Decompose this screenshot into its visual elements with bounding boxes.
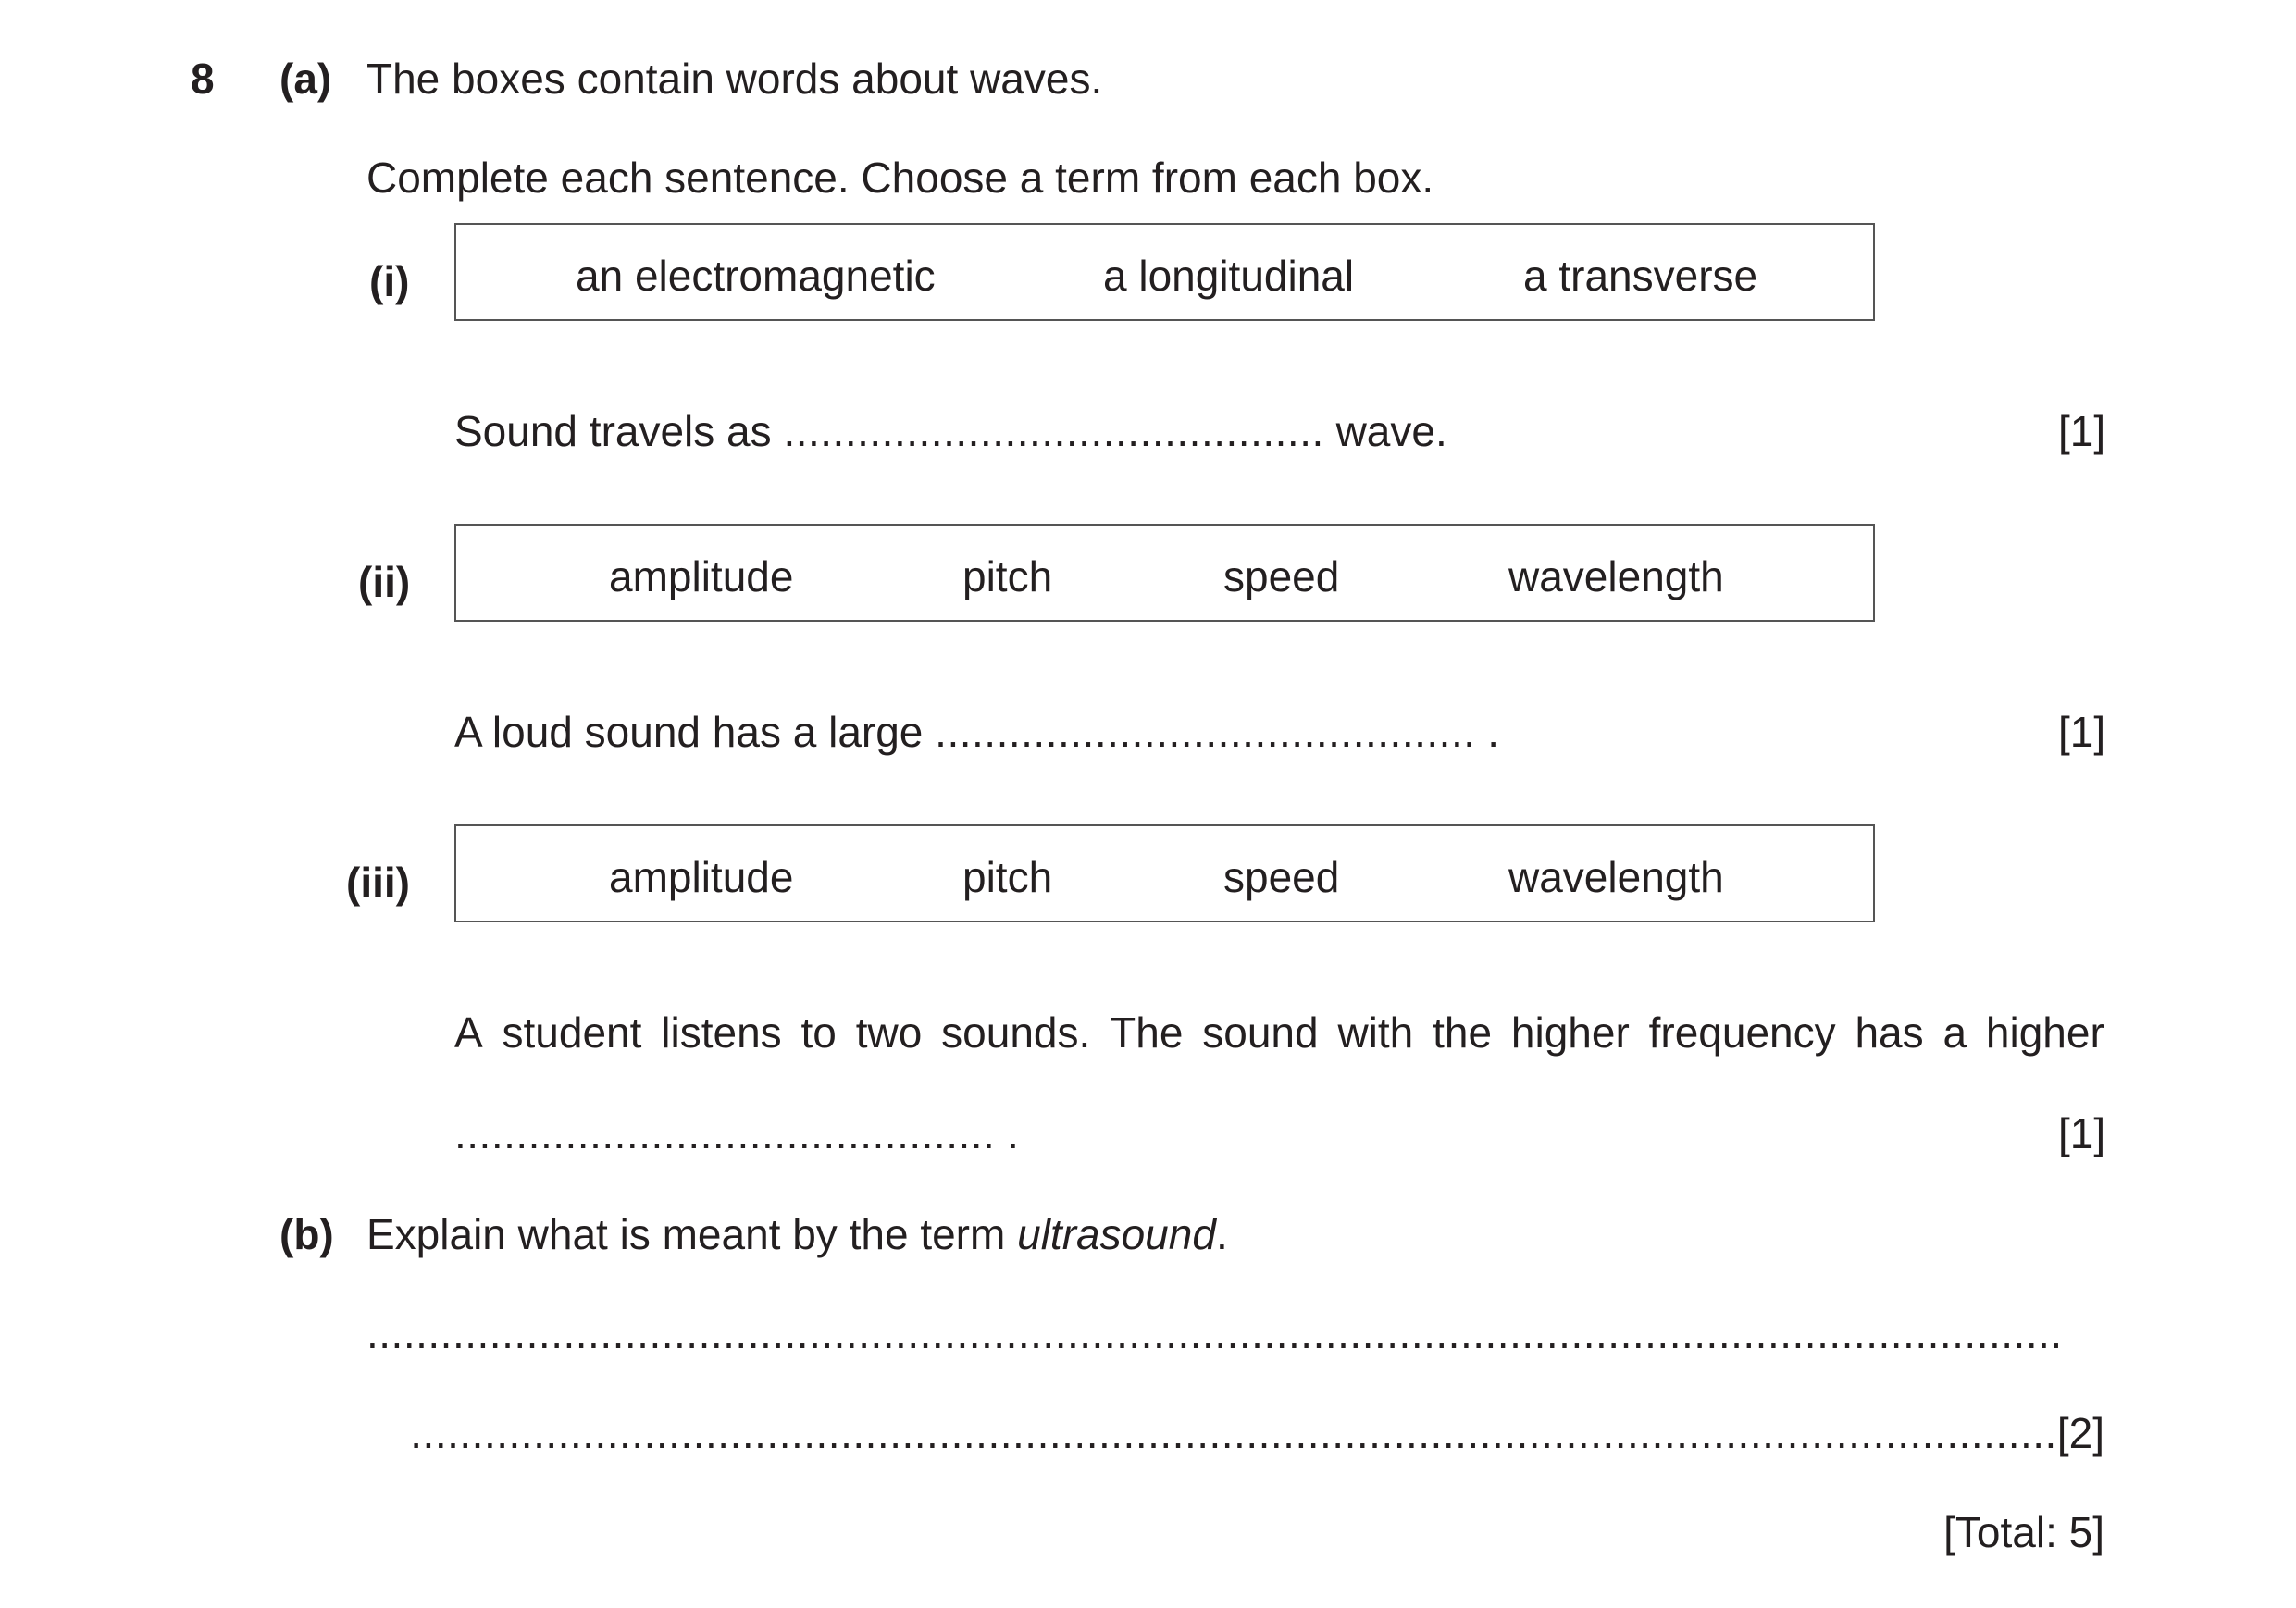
answer-blank-i[interactable]: ............................................: [783, 407, 1324, 455]
term-option: an electromagnetic: [576, 252, 936, 300]
sentence-ii: [454, 708, 1500, 756]
term-option: amplitude: [609, 853, 794, 901]
sentence-iii: [454, 1008, 2104, 1057]
marks-iii: [1]: [2058, 1109, 2106, 1157]
part-b-prompt-end: .: [1215, 1210, 1228, 1258]
part-b-label: (b): [279, 1210, 334, 1258]
answer-line-2-row: [366, 1409, 2104, 1457]
sentence-word: sounds.: [941, 1008, 1091, 1057]
sentence-word: listens: [661, 1008, 782, 1057]
answer-line-2[interactable]: ......................................................................................................................................: [410, 1412, 2057, 1454]
sentence-ii-end: .: [1487, 708, 1500, 756]
part-b-term: ultrasound: [1017, 1210, 1216, 1258]
item-iii-label: (iii): [346, 859, 410, 907]
sentence-word: student: [502, 1008, 642, 1057]
answer-line-1[interactable]: ..........................................................................................................................................: [366, 1312, 2063, 1354]
sentence-word: with: [1337, 1008, 1414, 1057]
term-box-ii: [454, 524, 1875, 622]
part-a-instruction: Complete each sentence. Choose a term from each box.: [366, 154, 1434, 202]
marks-ii: [1]: [2058, 708, 2106, 756]
item-ii-label: (ii): [358, 558, 411, 606]
sentence-word: has: [1855, 1008, 1924, 1057]
term-option: speed: [1223, 853, 1340, 901]
term-option: wavelength: [1508, 552, 1724, 600]
sentence-word: higher: [1510, 1008, 1630, 1057]
sentence-i: [454, 407, 1447, 455]
part-a-intro: The boxes contain words about waves.: [366, 55, 1103, 103]
sentence-word: sound: [1202, 1008, 1319, 1057]
sentence-iii-continuation: [454, 1109, 1019, 1157]
question-number: 8: [191, 55, 215, 103]
marks-i: [1]: [2058, 407, 2106, 455]
part-b-prompt-start: Explain what is meant by the term: [366, 1210, 1006, 1258]
term-option: amplitude: [609, 552, 794, 600]
sentence-word: higher: [1985, 1008, 2104, 1057]
sentence-i-start: Sound travels as: [454, 407, 772, 455]
answer-blank-ii[interactable]: ............................................: [935, 708, 1476, 756]
sentence-word: The: [1110, 1008, 1184, 1057]
term-box-iii: [454, 824, 1875, 922]
sentence-word: A: [454, 1008, 483, 1057]
item-i-label: (i): [369, 257, 410, 305]
sentence-word: frequency: [1648, 1008, 1836, 1057]
total-marks: [Total: 5]: [1943, 1508, 2104, 1556]
sentence-word: the: [1433, 1008, 1493, 1057]
sentence-word: to: [800, 1008, 837, 1057]
sentence-iii-end: .: [1007, 1109, 1019, 1157]
marks-b: [2]: [2056, 1409, 2104, 1457]
term-option: pitch: [962, 552, 1053, 600]
sentence-word: a: [1942, 1008, 1967, 1057]
term-option: a transverse: [1523, 252, 1758, 300]
term-box-i: [454, 223, 1875, 321]
term-option: a longitudinal: [1103, 252, 1355, 300]
part-a-label: (a): [279, 55, 332, 103]
sentence-i-end: wave.: [1335, 407, 1447, 455]
sentence-ii-start: A loud sound has a large: [454, 708, 924, 756]
term-option: pitch: [962, 853, 1053, 901]
term-option: wavelength: [1508, 853, 1724, 901]
part-b-prompt: [366, 1210, 1228, 1258]
answer-blank-iii[interactable]: ............................................: [454, 1109, 996, 1157]
term-option: speed: [1223, 552, 1340, 600]
sentence-word: two: [855, 1008, 923, 1057]
